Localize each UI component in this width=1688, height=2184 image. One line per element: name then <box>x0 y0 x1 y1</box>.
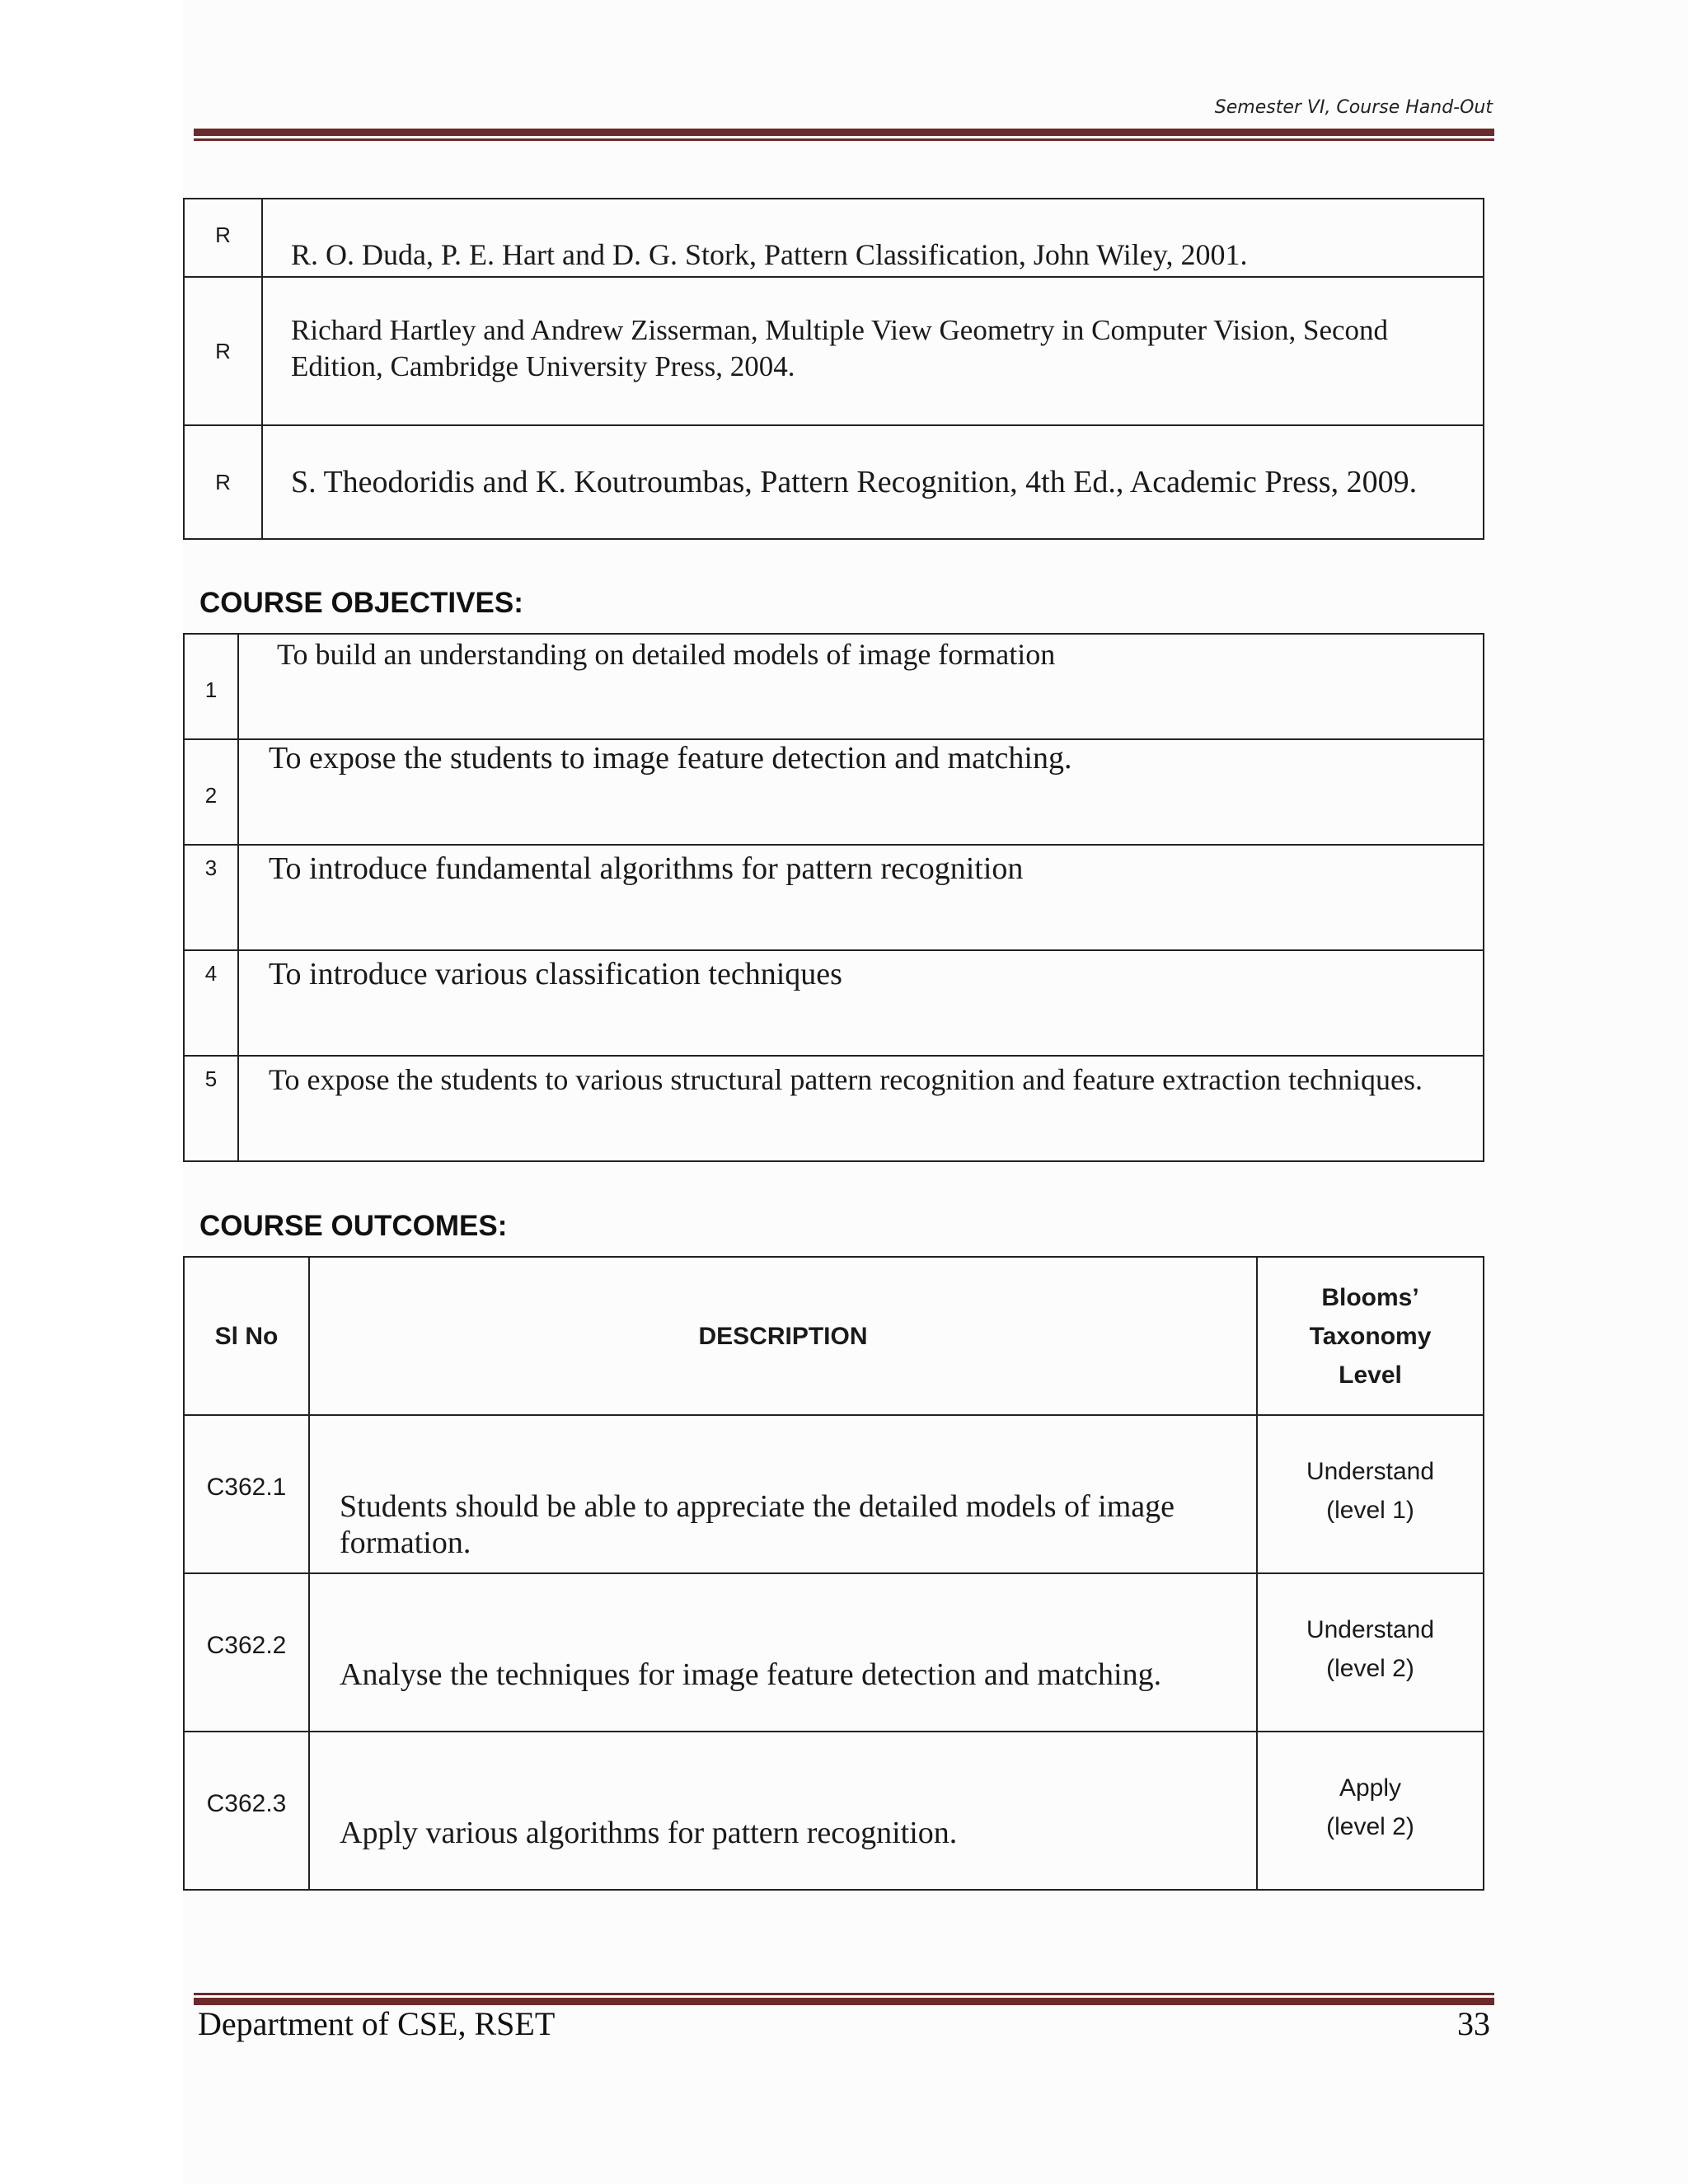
reference-mark: R <box>184 199 262 277</box>
objective-row <box>184 739 1484 845</box>
level-number: (level 2) <box>1326 1655 1414 1682</box>
objective-text: To expose the students to image feature detection and matching. <box>238 739 1484 845</box>
level-name: Understand <box>1306 1616 1435 1643</box>
outcome-level <box>1257 1415 1484 1573</box>
objective-number: 1 <box>184 634 238 739</box>
header-rule <box>194 129 1494 141</box>
reference-text: R. O. Duda, P. E. Hart and D. G. Stork, Pattern Classification, John Wiley, 2001. <box>262 199 1484 277</box>
reference-mark: R <box>184 425 262 539</box>
reference-row <box>184 425 1484 539</box>
footer-department: Department of CSE, RSET <box>198 2005 556 2042</box>
objective-text: To introduce various classification techniques <box>238 950 1484 1056</box>
objective-row <box>184 845 1484 950</box>
blooms-header-line: Taxonomy <box>1309 1322 1432 1350</box>
outcomes-table <box>183 1256 1484 1891</box>
objective-number: 3 <box>184 845 238 950</box>
objective-number: 2 <box>184 739 238 845</box>
course-objectives-heading: COURSE OBJECTIVES: <box>199 587 523 619</box>
blooms-header-line: Level <box>1339 1361 1402 1389</box>
outcome-level <box>1257 1732 1484 1890</box>
objective-row <box>184 634 1484 739</box>
outcome-code: C362.3 <box>184 1732 309 1890</box>
blooms-header-line: Blooms’ <box>1321 1283 1419 1311</box>
objective-number: 4 <box>184 950 238 1056</box>
level-name: Understand <box>1306 1458 1435 1485</box>
outcome-description: Apply various algorithms for pattern recognition. <box>309 1732 1257 1890</box>
objective-row <box>184 950 1484 1056</box>
footer-rule <box>194 1993 1494 2005</box>
outcomes-header-row <box>184 1257 1484 1415</box>
objective-number: 5 <box>184 1056 238 1161</box>
level-name: Apply <box>1339 1774 1402 1802</box>
level-number: (level 2) <box>1326 1813 1414 1840</box>
objective-text: To introduce fundamental algorithms for pattern recognition <box>238 845 1484 950</box>
reference-mark: R <box>184 277 262 425</box>
reference-text: Richard Hartley and Andrew Zisserman, Multiple View Geometry in Computer Vision, Second Edition, Cambridge University Press, 2004. <box>262 277 1484 425</box>
outcome-level <box>1257 1573 1484 1732</box>
references-table <box>183 198 1484 540</box>
sl-no-header: Sl No <box>184 1257 309 1415</box>
level-number: (level 1) <box>1326 1497 1414 1524</box>
reference-row <box>184 199 1484 277</box>
outcome-row <box>184 1573 1484 1732</box>
running-header: Semester VI, Course Hand-Out <box>1214 97 1493 118</box>
description-header: DESCRIPTION <box>309 1257 1257 1415</box>
outcome-code: C362.2 <box>184 1573 309 1732</box>
objectives-table <box>183 633 1484 1162</box>
page-number: 33 <box>1457 2005 1490 2042</box>
objective-text: To expose the students to various structural pattern recognition and feature extraction techniques. <box>238 1056 1484 1161</box>
reference-row <box>184 277 1484 425</box>
blooms-level-header <box>1257 1257 1484 1415</box>
objective-text: To build an understanding on detailed models of image formation <box>238 634 1484 739</box>
course-outcomes-heading: COURSE OUTCOMES: <box>199 1210 508 1242</box>
objective-row <box>184 1056 1484 1161</box>
outcome-row <box>184 1415 1484 1573</box>
outcome-description: Students should be able to appreciate the detailed models of image formation. <box>309 1415 1257 1573</box>
outcome-row <box>184 1732 1484 1890</box>
outcome-description: Analyse the techniques for image feature detection and matching. <box>309 1573 1257 1732</box>
outcome-code: C362.1 <box>184 1415 309 1573</box>
reference-text: S. Theodoridis and K. Koutroumbas, Pattern Recognition, 4th Ed., Academic Press, 2009. <box>262 425 1484 539</box>
